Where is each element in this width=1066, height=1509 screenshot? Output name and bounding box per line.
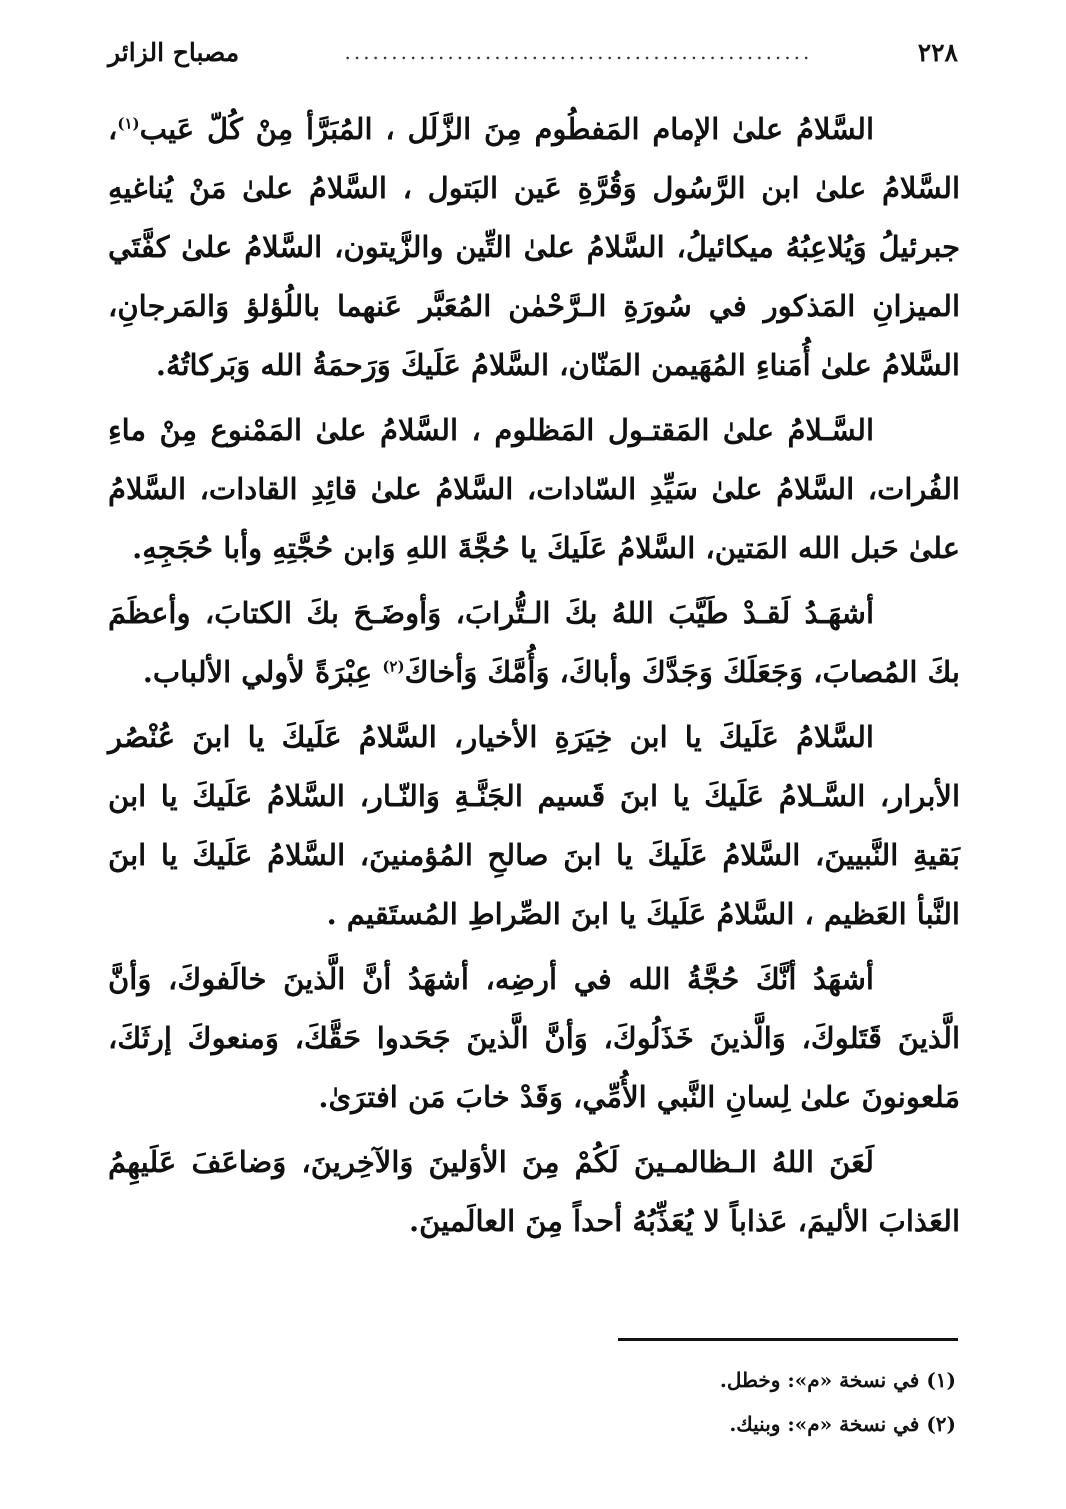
footnotes bbox=[108, 1358, 960, 1446]
paragraph bbox=[108, 1133, 960, 1251]
running-header bbox=[108, 30, 958, 74]
footnote-marker: (١) bbox=[117, 114, 140, 133]
paragraph-text: عِبْرَةً لأولي الألباب. bbox=[142, 655, 373, 689]
paragraph-text: السَّلامُ علىٰ الإمام المَفطُوم مِنَ الزَّلَل ، المُبَرَّأ مِنْ كُلّ عَيب bbox=[139, 112, 874, 146]
footnote-marker: (٢) bbox=[382, 657, 405, 676]
paragraph-text: لَعَنَ اللهُ الـظالمـينَ لَكُمْ مِنَ الأوَلينَ وَالآخِرينَ، وَضاعَفَ عَلَيهِمُ العَذابَ الأليمَ، عَذاباً لا يُعَذِّبُهُ أحداً مِنَ العالَمينَ. bbox=[108, 1145, 960, 1238]
main-text bbox=[108, 100, 960, 1257]
header-leader-dots: .................................................. bbox=[344, 40, 813, 64]
paragraph bbox=[108, 950, 960, 1127]
paragraph-text: ، السَّلامُ علىٰ ابن الرَّسُول وَقُرَّةِ عَين البَتول ، السَّلامُ علىٰ مَنْ يُناغيهِ جبرئيلُ وَيُلاعِبُهُ ميكائيلُ، السَّلامُ علىٰ التِّين والزَّيتون، السَّلامُ علىٰ كفَّتَي الميزانِ المَذكور في سُورَةِ الـرَّحْمٰن المُعَبَّر عَنهما باللُؤلؤ وَالمَرجانِ، السَّلامُ علىٰ أُمَناءِ المُهَيمن المَنّان، السَّلامُ عَلَيكَ وَرَحمَةُ الله وَبَركاتُهُ. bbox=[108, 112, 960, 382]
footnote: (١) في نسخة «م»: وخطل. bbox=[719, 1368, 956, 1392]
paragraph bbox=[108, 401, 960, 578]
page-number: ٢٢٨ bbox=[917, 37, 958, 67]
footnote: (٢) في نسخة «م»: وبنيك. bbox=[729, 1412, 956, 1436]
paragraph-text: السَّـلامُ علىٰ المَقتـول المَظلوم ، السَّلامُ علىٰ المَمْنوع مِنْ ماءِ الفُرات، السَّلامُ علىٰ سَيِّدِ السّادات، السَّلامُ علىٰ قائِدِ القادات، السَّلامُ علىٰ حَبل الله المَتين، السَّلامُ عَلَيكَ يا حُجَّةَ اللهِ وَابن حُجَّتِهِ وأبا حُجَجِهِ. bbox=[108, 413, 960, 565]
paragraph bbox=[108, 708, 960, 944]
paragraph-text: أشهَـدُ لَقـدْ طَيَّبَ اللهُ بكَ الـتُّرابَ، وَأوضَـحَ بكَ الكتابَ، وأعظَمَ بكَ المُصابَ، وَجَعَلَكَ وَجَدَّكَ وأباكَ، وَأُمَّكَ وَأخاكَ bbox=[108, 596, 960, 689]
paragraph-text: أشهَدُ أنَّكَ حُجَّةُ الله في أرضِه، أشهَدُ أنَّ الَّذينَ خالَفوكَ، وَأنَّ الَّذينَ قَتَلوكَ، وَالَّذينَ خَذَلُوكَ، وَأنَّ الَّذينَ جَحَدوا حَقَّكَ، وَمنعوكَ إرثَكَ، مَلعونونَ علىٰ لِسانِ النَّبي الأُمِّي، وَقَدْ خابَ مَن افترَىٰ. bbox=[108, 962, 960, 1114]
book-title: مصباح الزائر bbox=[108, 37, 240, 67]
paragraph-text: السَّلامُ عَلَيكَ يا ابن خِيَرَةِ الأخيار، السَّلامُ عَلَيكَ يا ابنَ عُنْصُر الأبرار، السَّـلامُ عَلَيكَ يا ابنَ قَسيم الجَنَّـةِ وَالنّـار، السَّلامُ عَلَيكَ يا ابن بَقيةِ النَّبيينَ، السَّلامُ عَلَيكَ يا ابنَ صالحِ المُؤمنينَ، السَّلامُ عَلَيكَ يا ابنَ النَّبأ العَظيم ، السَّلامُ عَلَيكَ يا ابنَ الصِّراطِ المُستَقيم . bbox=[108, 720, 960, 931]
paragraph bbox=[108, 100, 960, 395]
paragraph bbox=[108, 584, 960, 702]
footnote-separator bbox=[618, 1338, 958, 1341]
